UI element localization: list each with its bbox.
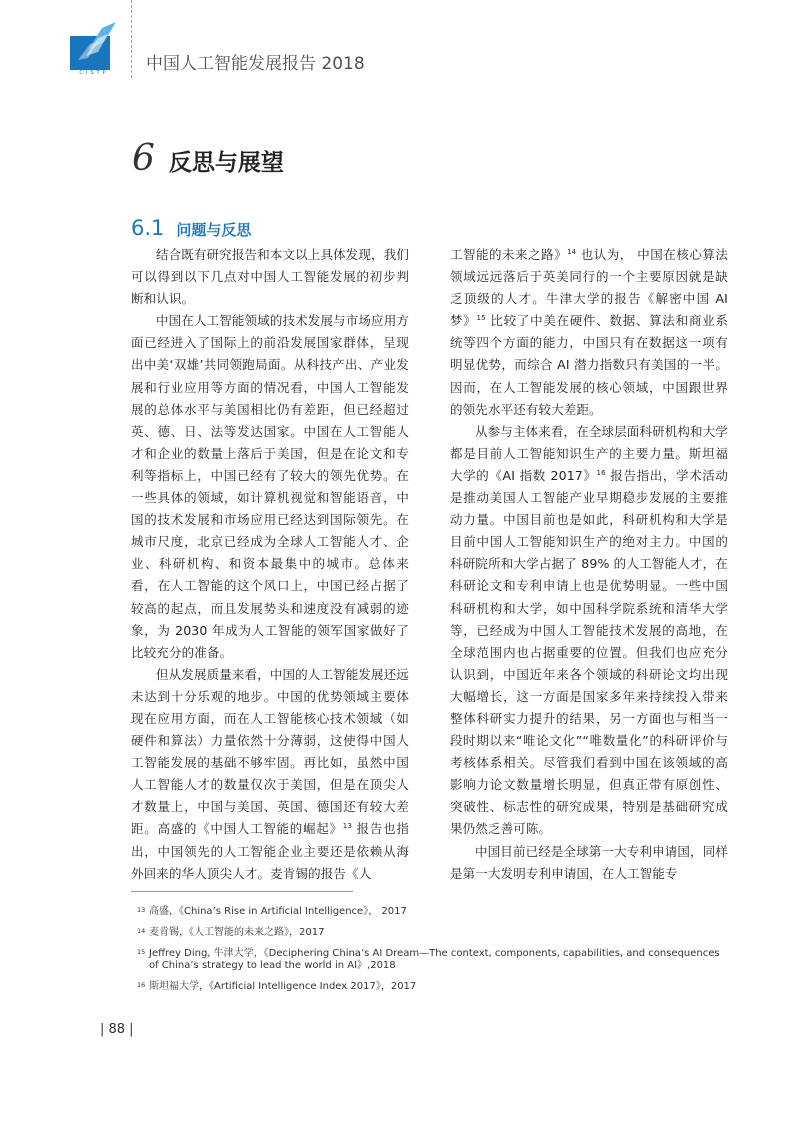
cistp-logo: [68, 20, 118, 72]
section-heading: [131, 216, 251, 240]
chapter-title: 反思与展望: [168, 150, 284, 176]
section-number: 6.1: [131, 216, 165, 240]
paragraph: 中国在人工智能领域的技术发展与市场应用方面已经进入了国际上的前沿发展国家群体，呈现出中美‘双雄’共同领跑局面。从科技产出、产业发展和行业应用等方面的情况看，中国人工智能发展的总体水平与美国相比仍有差距，但已经超过英、德、日、法等发达国家。中国在人工智能人才和企业的数量上落后于美国，但是在论文和专利等指标上，中国已经有了较大的领先优势。在一些具体的领域，如计算机视觉和智能语音，中国的技术发展和市场应用已经达到国际领先。在城市尺度，北京已经成为全球人工智能人才、企业、科研机构、和资本最集中的城市。总体来看，在人工智能的这个风口上，中国已经占据了较高的起点，而且发展势头和速度没有减弱的迹象，为 2030 年成为人工智能的领军国家做好了比较充分的准备。: [131, 313, 410, 660]
footnote-ref: 13: [342, 822, 352, 831]
footnote: 15 Jeffrey Ding, 牛津大学，《Deciphering China’s AI Dream—The context, components, capabilities, and consequences of China’s strategy to lead the world in AI》,2018: [137, 948, 720, 971]
right-column: [450, 244, 728, 885]
logo-label: CISTP: [79, 70, 109, 76]
paragraph: 从参与主体来看，在全球层面科研机构和大学都是目前人工智能知识生产的主要力量。斯坦福大学的《AI 指数 2017》$^{16}$ 报告指出，学术活动是推动美国人工智能产业早期稳步发展的主要推动力量。中国目前也是如此，科研机构和大学是目前中国人工智能知识生产的绝对主力。中国的科研院所和大学占据了 89% 的人工智能人才，在科研论文和专利申请上也是优势明显。一些中国科研机构和大学，如中国科学院系统和清华大学等，已经成为中国人工智能技术发展的高地，在全球范围内也占据重要的位置。但我们也应充分认识到，中国近年来各个领域的科研论文均出现大幅增长，这一方面是国家多年来持续投入带来整体科研实力提升的结果，另一方面也与相当一段时期以来“唯论文化”“唯数量化”的科研评价与考核体系相关。尽管我们看到中国在该领域的高影响力论文数量增长明显，但真正带有原创性、突破性、标志性的研究成果，特别是基础研究成果仍然乏善可陈。: [450, 423, 729, 837]
section-title: 问题与反思: [176, 221, 252, 239]
left-column: [131, 244, 409, 885]
footnote-ref: 14: [567, 248, 577, 256]
chapter-heading: [132, 138, 284, 179]
footnote-divider: [131, 891, 353, 892]
paragraph: 工智能的未来之路》$^{14}$ 也认为， 中国在核心算法领域远远落后于英美同行的一个主要原因就是缺乏顶级的人才。牛津大学的报告《解密中国 AI 梦》$^{15}$ 比较了中美在硬件、数据、算法和商业系统等四个方面的能力，中国只有在数据这一项有明显优势，而综合 AI 潜力指数只有美国的一半。因而，在人工智能发展的核心领域，中国跟世界的领先水平还有较大差距。: [450, 247, 728, 417]
paragraph: 中国目前已经是全球第一大专利申请国，同样是第一大发明专利申请国，在人工智能专: [450, 843, 729, 881]
paragraph: 结合既有研究报告和本文以上具体发现，我们可以得到以下几点对中国人工智能发展的初步判断和认识。: [131, 247, 410, 307]
footnote: 16 斯坦福大学，《Artificial Intelligence Index 2017》，2017: [137, 981, 417, 992]
header-divider: [131, 0, 132, 78]
report-title: 中国人工智能发展报告 2018: [146, 54, 365, 74]
footnote: 13 高盛，《China’s Rise in Artificial Intelligence》， 2017: [137, 906, 407, 917]
footnote: 14 麦肯锡，《人工智能的未来之路》，2017: [137, 927, 325, 938]
footnotes: [131, 906, 723, 1002]
footnote-ref: 16: [596, 468, 606, 477]
footnote-ref: 15: [476, 314, 486, 323]
chapter-number: 6: [132, 138, 155, 179]
paragraph: 但从发展质量来看，中国的人工智能发展还远未达到十分乐观的地步。中国的优势领域主要体现在应用方面，而在人工智能核心技术领域（如硬件和算法）力量依然十分薄弱，这使得中国人工智能发展的基础不够牢固。再比如，虽然中国人工智能人才的数量仅次于美国，但是在顶尖人才数量上，中国与美国、英国、德国还有较大差距。高盛的《中国人工智能的崛起》$^{13}$ 报告也指出，中国领先的人工智能企业主要还是依赖从海外回来的华人顶尖人才。麦肯锡的报告《人: [131, 666, 410, 881]
page-number: | 88 |: [100, 1022, 134, 1037]
